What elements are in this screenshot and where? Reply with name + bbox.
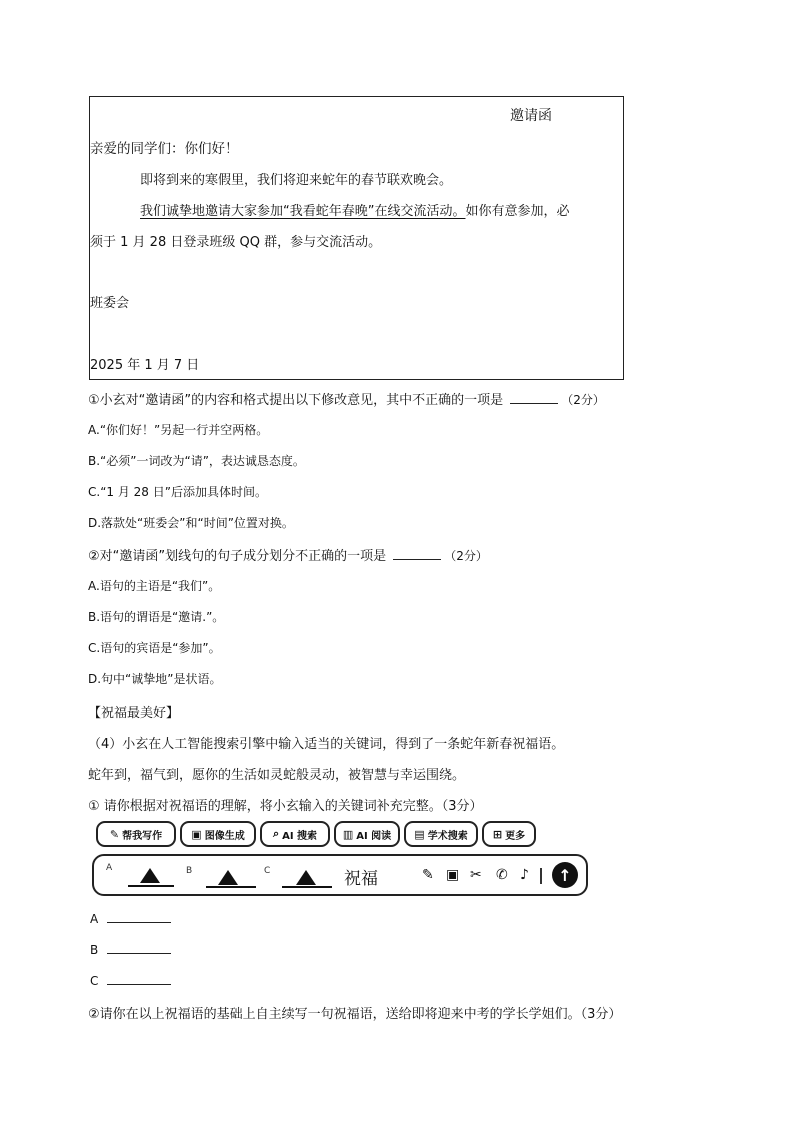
slot-c-label: C (264, 866, 271, 876)
microphone-icon[interactable]: ♪ (520, 867, 529, 883)
question-1-answer-blank[interactable] (510, 393, 558, 404)
divider (540, 868, 542, 884)
book-icon: ▥ (342, 827, 354, 841)
phone-icon[interactable]: ✆ (496, 867, 508, 883)
academic-icon: ▤ (414, 827, 425, 841)
answer-c-blank[interactable] (107, 974, 171, 985)
question-1-option-a: A.“你们好！”另起一行并空两格。 (88, 423, 269, 437)
answer-a-row (90, 912, 171, 926)
question-2-answer-blank[interactable] (393, 549, 441, 560)
question-1-points: （2分） (561, 393, 605, 407)
question-4-intro: （4）小玄在人工智能搜索引擎中输入适当的关键词，得到了一条蛇年新春祝福语。 (88, 737, 565, 752)
letter-paragraph-1: 即将到来的寒假里，我们将迎来蛇年的春节联欢晚会。 (140, 173, 453, 188)
question-1-option-d: D.落款处“班委会”和“时间”位置对换。 (88, 516, 294, 530)
question-2-stem (88, 545, 488, 564)
letter-signature: 班委会 (90, 296, 130, 311)
letter-greeting: 亲爱的同学们：你们好！ (90, 141, 239, 157)
answer-b-label: B (90, 943, 99, 957)
question-1-option-c: C.“1 月 28 日”后添加具体时间。 (88, 485, 267, 499)
slot-a-label: A (106, 863, 113, 873)
question-1-option-b: B.“必须”一词改为“请”，表达诚恳态度。 (88, 454, 305, 468)
arrow-up-icon: ↑ (558, 865, 572, 885)
answer-b-blank[interactable] (107, 943, 171, 954)
search-icon: ⌕ (272, 827, 280, 840)
sub-question-2: ②请你在以上祝福语的基础上自主续写一句祝福语，送给即将迎来中考的学长学姐们。（3分） (88, 1007, 622, 1022)
answer-c-row (90, 974, 171, 988)
slot-b-line (206, 886, 256, 888)
answer-c-label: C (90, 974, 99, 988)
question-2-option-b: B.语句的谓语是“邀请.”。 (88, 610, 225, 624)
scissors-icon[interactable]: ✂ (470, 867, 482, 883)
slot-c-line (282, 886, 332, 888)
letter-date: 2025 年 1 月 7 日 (90, 358, 200, 373)
ai-search-input-bar[interactable] (92, 854, 588, 896)
question-2-option-c: C.语句的宾语是“参加”。 (88, 641, 221, 655)
attach-icon[interactable]: ✎ (422, 867, 434, 883)
section-heading: 【祝福最美好】 (88, 706, 180, 721)
underlined-sentence: 我们诚挚地邀请大家参加“我看蛇年春晚”在线交流活动。 (140, 204, 466, 219)
question-2-option-a: A.语句的主语是“我们”。 (88, 579, 221, 593)
letter-paragraph-2 (140, 200, 570, 219)
ai-search-chip[interactable] (260, 821, 330, 847)
slot-a-marker-icon (140, 868, 160, 883)
fixed-keyword: 祝福 (344, 869, 378, 889)
chip-label: AI 搜索 (282, 830, 318, 842)
image-generate-chip[interactable] (180, 821, 256, 847)
slot-a-line (128, 885, 174, 887)
sub-question-1: ① 请你根据对祝福语的理解，将小玄输入的关键词补充完整。（3分） (88, 799, 483, 814)
pen-icon: ✎ (109, 827, 120, 841)
question-2-points: （2分） (444, 549, 488, 563)
write-assist-chip[interactable] (96, 821, 176, 847)
question-1-stem (88, 389, 605, 408)
send-button[interactable] (552, 862, 578, 888)
image-icon: ▣ (191, 827, 202, 841)
chip-label: 帮我写作 (122, 830, 163, 842)
answer-a-label: A (90, 912, 99, 926)
chip-label: AI 阅读 (356, 830, 392, 842)
chip-label: 图像生成 (204, 830, 245, 842)
slot-b-label: B (186, 866, 193, 876)
academic-search-chip[interactable] (404, 821, 478, 847)
answer-b-row (90, 943, 171, 957)
blessing-text: 蛇年到，福气到，愿你的生活如灵蛇般灵动，被智慧与幸运围绕。 (88, 768, 466, 783)
paragraph-2-rest: 如你有意参加，必 (465, 204, 570, 219)
letter-title: 邀请函 (510, 108, 552, 124)
ai-read-chip[interactable] (334, 821, 400, 847)
letter-paragraph-2-line-2: 须于 1 月 28 日登录班级 QQ 群，参与交流活动。 (90, 235, 382, 250)
more-chip[interactable] (482, 821, 536, 847)
question-1-text: ①小玄对“邀请函”的内容和格式提出以下修改意见，其中不正确的一项是 (88, 393, 504, 408)
slot-b-marker-icon (218, 870, 238, 885)
question-2-text: ②对“邀请函”划线句的句子成分划分不正确的一项是 (88, 549, 387, 564)
question-2-option-d: D.句中“诚挚地”是状语。 (88, 672, 222, 686)
grid-icon: ⊞ (492, 827, 503, 841)
chat-icon[interactable]: ▣ (446, 867, 460, 883)
slot-c-marker-icon (296, 870, 316, 885)
chip-label: 学术搜索 (427, 830, 468, 842)
chip-label: 更多 (505, 830, 526, 842)
answer-a-blank[interactable] (107, 912, 171, 923)
